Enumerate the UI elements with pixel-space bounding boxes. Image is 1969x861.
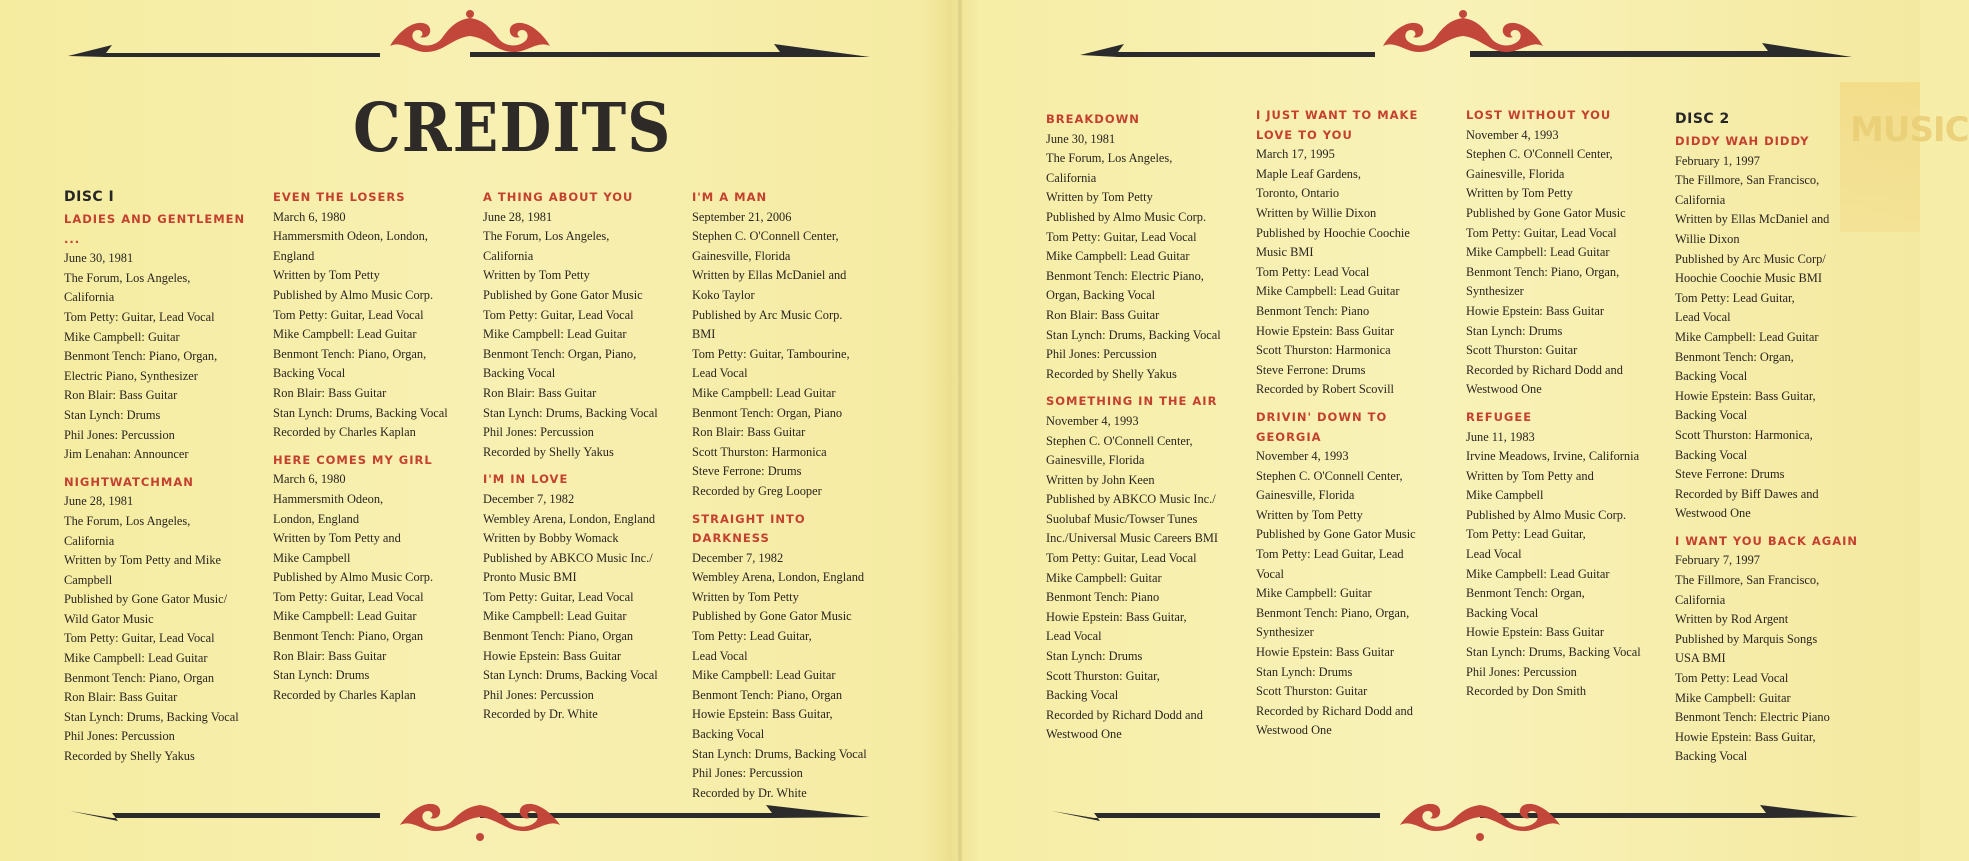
credit-line: Tom Petty: Guitar, Lead Vocal bbox=[1046, 229, 1197, 244]
credit-line: Hammersmith Odeon, London, bbox=[273, 229, 428, 244]
credit-line: Mike Campbell: Lead Guitar bbox=[64, 651, 208, 666]
credit-line: Hammersmith Odeon, bbox=[273, 491, 384, 506]
credit-line: June 30, 1981 bbox=[64, 251, 134, 266]
credit-line: Published by Gone Gator Music bbox=[1466, 205, 1626, 220]
credit-line: Published by ABKCO Music Inc./ bbox=[483, 550, 653, 565]
credit-line: Hoochie Coochie Music BMI bbox=[1675, 271, 1822, 286]
credit-line: November 4, 1993 bbox=[1256, 449, 1349, 464]
credit-line: Mike Campbell: Lead Guitar bbox=[1466, 566, 1610, 581]
disc-label: DISC I bbox=[64, 189, 115, 205]
track-title: I WANT YOU BACK AGAIN bbox=[1675, 533, 1859, 548]
track-details bbox=[692, 549, 887, 804]
credit-line: Mike Campbell: Lead Guitar bbox=[1046, 249, 1190, 264]
credit-line: Tom Petty: Guitar, Lead Vocal bbox=[483, 307, 634, 322]
credits-column-7 bbox=[1466, 106, 1661, 702]
track-credit bbox=[483, 188, 678, 462]
credit-line: Benmont Tench: Organ, Piano bbox=[692, 405, 843, 420]
credits-column-6 bbox=[1256, 106, 1451, 741]
credit-line: Ron Blair: Bass Guitar bbox=[273, 648, 387, 663]
credit-line: California bbox=[1046, 170, 1097, 185]
credit-line: The Forum, Los Angeles, bbox=[64, 513, 191, 528]
credit-line: England bbox=[273, 248, 315, 263]
credit-line: Gainesville, Florida bbox=[692, 248, 791, 263]
track-title: I'M A MAN bbox=[692, 190, 768, 204]
flourish-icon bbox=[1400, 804, 1560, 841]
page-title: CREDITS bbox=[353, 89, 672, 168]
credit-line: Howie Epstein: Bass Guitar bbox=[483, 648, 621, 663]
credits-column-3 bbox=[483, 188, 678, 725]
credit-line: Jim Lenahan: Announcer bbox=[64, 447, 189, 462]
credits-column-2 bbox=[273, 188, 468, 705]
credit-line: Published by Marquis Songs bbox=[1675, 631, 1818, 646]
credit-line: Mike Campbell bbox=[1466, 488, 1544, 503]
track-credit bbox=[1256, 408, 1451, 741]
track-title: EVEN THE LOSERS bbox=[273, 190, 406, 204]
track-details bbox=[483, 490, 678, 725]
credit-line: Lead Vocal bbox=[692, 648, 748, 663]
credit-line: Music BMI bbox=[1256, 245, 1314, 260]
credit-line: Recorded by Shelly Yakus bbox=[64, 749, 195, 764]
credit-line: Benmont Tench: Piano bbox=[1046, 590, 1160, 605]
credit-line: Tom Petty: Guitar, Lead Vocal bbox=[483, 589, 634, 604]
credit-line: Written by Bobby Womack bbox=[483, 531, 619, 546]
track-credit bbox=[1046, 392, 1241, 745]
credit-line: Benmont Tench: Piano, Organ bbox=[483, 629, 634, 644]
credit-line: Howie Epstein: Bass Guitar, bbox=[1675, 729, 1816, 744]
credit-line: December 7, 1982 bbox=[692, 550, 784, 565]
credit-line: Backing Vocal bbox=[1675, 749, 1748, 764]
credit-line: Benmont Tench: Electric Piano, bbox=[1046, 268, 1204, 283]
credit-line: Stephen C. O'Connell Center, bbox=[1256, 468, 1403, 483]
credit-line: February 1, 1997 bbox=[1675, 153, 1760, 168]
credit-line: Written by Tom Petty and bbox=[273, 531, 401, 546]
credit-line: Stan Lynch: Drums bbox=[1466, 323, 1563, 338]
credit-line: Howie Epstein: Bass Guitar bbox=[1256, 645, 1394, 660]
track-credit bbox=[1046, 110, 1241, 384]
track-title: SOMETHING IN THE AIR bbox=[1046, 394, 1218, 409]
credit-line: March 17, 1995 bbox=[1256, 147, 1335, 162]
track-credit bbox=[64, 473, 259, 767]
credit-line: Wembley Arena, London, England bbox=[483, 511, 656, 526]
credits-column-1 bbox=[64, 186, 259, 767]
track-credit bbox=[273, 188, 468, 443]
credit-line: Tom Petty: Guitar, Lead Vocal bbox=[64, 309, 215, 324]
track-details bbox=[1046, 412, 1241, 745]
track-credit bbox=[64, 210, 259, 465]
credit-line: Stan Lynch: Drums, Backing Vocal bbox=[64, 709, 239, 724]
credit-line: Written by Tom Petty bbox=[1466, 186, 1573, 201]
credit-line: Tom Petty: Guitar, Lead Vocal bbox=[64, 631, 215, 646]
credit-line: Steve Ferrone: Drums bbox=[1256, 362, 1366, 377]
credit-line: Published by Gone Gator Music bbox=[483, 287, 643, 302]
credit-line: Howie Epstein: Bass Guitar bbox=[1256, 323, 1394, 338]
credit-line: Tom Petty: Guitar, Lead Vocal bbox=[273, 307, 424, 322]
credit-line: Published by Gone Gator Music bbox=[1256, 527, 1416, 542]
credit-line: Steve Ferrone: Drums bbox=[1675, 467, 1785, 482]
poster-text: MUSIC bbox=[1850, 110, 1969, 150]
credit-line: June 28, 1981 bbox=[64, 494, 134, 509]
credit-line: Tom Petty: Lead Guitar, bbox=[1675, 290, 1795, 305]
track-title: A THING ABOUT YOU bbox=[483, 190, 634, 204]
credit-line: Recorded by Dr. White bbox=[483, 707, 598, 722]
track-title: STRAIGHT INTO DARKNESS bbox=[692, 511, 806, 546]
credit-line: Benmont Tench: Piano, Organ bbox=[273, 629, 424, 644]
credit-line: Howie Epstein: Bass Guitar, bbox=[692, 707, 833, 722]
credit-line: Backing Vocal bbox=[692, 727, 765, 742]
credit-line: Stephen C. O'Connell Center, bbox=[1046, 433, 1193, 448]
credit-line: Campbell bbox=[64, 572, 113, 587]
credit-line: Published by Almo Music Corp. bbox=[273, 287, 434, 302]
credit-line: Benmont Tench: Piano bbox=[1256, 303, 1370, 318]
track-title: BREAKDOWN bbox=[1046, 112, 1140, 126]
top-ornament-right bbox=[960, 0, 1920, 90]
track-details bbox=[1256, 145, 1451, 400]
credit-line: Recorded by Shelly Yakus bbox=[1046, 366, 1177, 381]
credit-line: Gainesville, Florida bbox=[1046, 453, 1145, 468]
credit-line: Stan Lynch: Drums, Backing Vocal bbox=[483, 668, 658, 683]
credit-line: Wembley Arena, London, England bbox=[692, 570, 865, 585]
credit-line: Backing Vocal bbox=[1675, 369, 1748, 384]
left-page bbox=[0, 0, 960, 861]
credit-line: The Forum, Los Angeles, bbox=[64, 270, 191, 285]
track-credit bbox=[1256, 106, 1451, 400]
track-details bbox=[692, 208, 887, 502]
track-details bbox=[64, 492, 259, 766]
track-title: LOST WITHOUT YOU bbox=[1466, 108, 1612, 122]
credit-line: Backing Vocal bbox=[273, 366, 346, 381]
credit-line: Recorded by Richard Dodd and bbox=[1046, 707, 1203, 722]
credit-line: Organ, Backing Vocal bbox=[1046, 288, 1156, 303]
track-credit bbox=[1675, 132, 1870, 524]
track-title: DRIVIN' DOWN TO GEORGIA bbox=[1256, 409, 1388, 444]
credit-line: Recorded by Biff Dawes and bbox=[1675, 486, 1819, 501]
credit-line: Stan Lynch: Drums bbox=[273, 668, 370, 683]
credit-line: California bbox=[483, 248, 534, 263]
credit-line: February 7, 1997 bbox=[1675, 553, 1760, 568]
top-ornament-left bbox=[0, 0, 960, 90]
credit-line: Written by Ellas McDaniel and bbox=[1675, 212, 1830, 227]
flourish-icon bbox=[390, 10, 550, 52]
credit-line: Stan Lynch: Drums, Backing Vocal bbox=[692, 746, 867, 761]
credit-line: Ron Blair: Bass Guitar bbox=[1046, 307, 1160, 322]
track-credit bbox=[1466, 106, 1661, 400]
credit-line: Benmont Tench: Piano, Organ bbox=[692, 687, 843, 702]
credit-line: Stan Lynch: Drums bbox=[64, 407, 161, 422]
credit-line: London, England bbox=[273, 511, 360, 526]
credit-line: Mike Campbell: Lead Guitar bbox=[1466, 245, 1610, 260]
credit-line: Published by ABKCO Music Inc./ bbox=[1046, 492, 1216, 507]
credit-line: Mike Campbell: Lead Guitar bbox=[483, 609, 627, 624]
credit-line: Lead Vocal bbox=[1046, 629, 1102, 644]
credit-line: March 6, 1980 bbox=[273, 472, 346, 487]
credit-line: Westwood One bbox=[1675, 506, 1751, 521]
track-details bbox=[273, 208, 468, 443]
credit-line: Benmont Tench: Piano, Organ, bbox=[1256, 605, 1410, 620]
credit-line: California bbox=[64, 533, 115, 548]
credit-line: Ron Blair: Bass Guitar bbox=[692, 425, 806, 440]
credit-line: BMI bbox=[692, 327, 716, 342]
credit-line: Written by Willie Dixon bbox=[1256, 205, 1377, 220]
credit-line: Mike Campbell: Lead Guitar bbox=[483, 327, 627, 342]
credit-line: June 11, 1983 bbox=[1466, 429, 1535, 444]
credit-line: Scott Thurston: Guitar bbox=[1256, 684, 1368, 699]
track-title: I'M IN LOVE bbox=[483, 472, 569, 487]
credit-line: Koko Taylor bbox=[692, 287, 755, 302]
track-credit bbox=[692, 510, 887, 804]
credit-line: November 4, 1993 bbox=[1046, 413, 1139, 428]
credit-line: California bbox=[1675, 192, 1726, 207]
credit-line: California bbox=[64, 290, 115, 305]
credit-line: Published by Almo Music Corp. bbox=[1046, 209, 1207, 224]
credit-line: Gainesville, Florida bbox=[1256, 488, 1355, 503]
credits-column-4 bbox=[692, 188, 887, 803]
credit-line: Ron Blair: Bass Guitar bbox=[483, 385, 597, 400]
credit-line: Recorded by Robert Scovill bbox=[1256, 382, 1394, 397]
credit-line: Mike Campbell: Lead Guitar bbox=[273, 327, 417, 342]
credit-line: Scott Thurston: Harmonica bbox=[1256, 343, 1391, 358]
credit-line: Westwood One bbox=[1046, 727, 1122, 742]
right-page bbox=[960, 0, 1969, 861]
credit-line: Written by Tom Petty bbox=[1256, 507, 1363, 522]
credit-line: Tom Petty: Lead Vocal bbox=[1675, 671, 1789, 686]
credit-line: Phil Jones: Percussion bbox=[1466, 664, 1577, 679]
credit-line: June 30, 1981 bbox=[1046, 131, 1116, 146]
credit-line: Pronto Music BMI bbox=[483, 570, 577, 585]
credit-line: Stan Lynch: Drums, Backing Vocal bbox=[273, 405, 448, 420]
track-credit bbox=[273, 451, 468, 706]
credit-line: Willie Dixon bbox=[1675, 231, 1740, 246]
credit-line: Electric Piano, Synthesizer bbox=[64, 368, 198, 383]
credit-line: Howie Epstein: Bass Guitar bbox=[1466, 625, 1604, 640]
credit-line: Howie Epstein: Bass Guitar, bbox=[1046, 609, 1187, 624]
credit-line: Mike Campbell: Guitar bbox=[1675, 690, 1791, 705]
credit-line: Backing Vocal bbox=[1675, 447, 1748, 462]
credit-line: Synthesizer bbox=[1256, 625, 1314, 640]
track-credit bbox=[692, 188, 887, 502]
credit-line: The Fillmore, San Francisco, bbox=[1675, 573, 1820, 588]
credit-line: Steve Ferrone: Drums bbox=[692, 464, 802, 479]
credits-column-8 bbox=[1675, 108, 1870, 767]
track-details bbox=[1675, 551, 1870, 767]
track-details bbox=[64, 249, 259, 465]
track-credit bbox=[1675, 532, 1870, 767]
credit-line: Written by Tom Petty bbox=[692, 589, 799, 604]
credit-line: Written by John Keen bbox=[1046, 472, 1155, 487]
credit-line: Tom Petty: Lead Guitar, Lead bbox=[1256, 547, 1404, 562]
credit-line: Phil Jones: Percussion bbox=[483, 425, 594, 440]
credit-line: Mike Campbell: Lead Guitar bbox=[1256, 284, 1400, 299]
credit-line: Mike Campbell: Lead Guitar bbox=[273, 609, 417, 624]
credit-line: Mike Campbell bbox=[273, 550, 351, 565]
credit-line: Scott Thurston: Guitar bbox=[1466, 343, 1578, 358]
credit-line: Mike Campbell: Guitar bbox=[1046, 570, 1162, 585]
credits-column-5 bbox=[1046, 110, 1241, 745]
credit-line: Gainesville, Florida bbox=[1466, 166, 1565, 181]
credit-line: Written by Tom Petty bbox=[483, 268, 590, 283]
credit-line: Mike Campbell: Lead Guitar bbox=[1675, 329, 1819, 344]
credit-line: Phil Jones: Percussion bbox=[692, 766, 803, 781]
credit-line: Lead Vocal bbox=[1466, 547, 1522, 562]
credit-line: Benmont Tench: Piano, Organ, bbox=[1466, 264, 1620, 279]
credit-line: Scott Thurston: Guitar, bbox=[1046, 668, 1160, 683]
track-title-line-2: LOVE TO YOU bbox=[1256, 127, 1353, 142]
track-details bbox=[1466, 126, 1661, 400]
credit-line: Benmont Tench: Organ, bbox=[1675, 349, 1794, 364]
disc-label: DISC 2 bbox=[1675, 111, 1730, 127]
credit-line: Vocal bbox=[1256, 566, 1284, 581]
credit-line: Tom Petty: Guitar, Tambourine, bbox=[692, 346, 850, 361]
track-title: NIGHTWATCHMAN bbox=[64, 474, 194, 489]
credit-line: Stan Lynch: Drums, Backing Vocal bbox=[1046, 327, 1221, 342]
credit-line: The Forum, Los Angeles, bbox=[483, 229, 610, 244]
credit-line: Recorded by Charles Kaplan bbox=[273, 687, 416, 702]
credit-line: Written by Tom Petty bbox=[1046, 190, 1153, 205]
credit-line: Published by Almo Music Corp. bbox=[273, 570, 434, 585]
credit-line: USA BMI bbox=[1675, 651, 1726, 666]
credit-line: Scott Thurston: Harmonica bbox=[692, 444, 827, 459]
flourish-icon bbox=[400, 804, 560, 841]
credit-line: Phil Jones: Percussion bbox=[64, 427, 175, 442]
credit-line: Published by Arc Music Corp. bbox=[692, 307, 843, 322]
track-credit bbox=[483, 470, 678, 725]
credit-line: Synthesizer bbox=[1466, 284, 1524, 299]
track-title: REFUGEE bbox=[1466, 409, 1533, 424]
credit-line: The Fillmore, San Francisco, bbox=[1675, 173, 1820, 188]
credit-line: Mike Campbell: Lead Guitar bbox=[692, 668, 836, 683]
credit-line: December 7, 1982 bbox=[483, 491, 575, 506]
track-details bbox=[1675, 152, 1870, 524]
credit-line: Recorded by Don Smith bbox=[1466, 684, 1587, 699]
credit-line: Recorded by Charles Kaplan bbox=[273, 425, 416, 440]
credit-line: Tom Petty: Lead Guitar, bbox=[1466, 527, 1586, 542]
credit-line: Stephen C. O'Connell Center, bbox=[692, 229, 839, 244]
credit-line: Recorded by Richard Dodd and bbox=[1466, 362, 1623, 377]
track-details bbox=[1466, 428, 1661, 702]
credit-line: Benmont Tench: Organ, bbox=[1466, 586, 1585, 601]
credit-line: Westwood One bbox=[1466, 382, 1542, 397]
bottom-ornament-right bbox=[960, 785, 1920, 861]
credit-line: Westwood One bbox=[1256, 723, 1332, 738]
credit-line: Recorded by Dr. White bbox=[692, 785, 807, 800]
credit-line: Mike Campbell: Lead Guitar bbox=[692, 385, 836, 400]
credit-line: Phil Jones: Percussion bbox=[1046, 347, 1157, 362]
credit-line: Howie Epstein: Bass Guitar, bbox=[1675, 388, 1816, 403]
credit-line: September 21, 2006 bbox=[692, 209, 792, 224]
credit-line: Howie Epstein: Bass Guitar bbox=[1466, 303, 1604, 318]
credit-line: Tom Petty: Guitar, Lead Vocal bbox=[1046, 551, 1197, 566]
credit-line: Backing Vocal bbox=[1675, 408, 1748, 423]
credit-line: Published by Hoochie Coochie bbox=[1256, 225, 1410, 240]
credit-line: Tom Petty: Lead Guitar, bbox=[692, 629, 812, 644]
credit-line: Scott Thurston: Harmonica, bbox=[1675, 427, 1813, 442]
credit-line: Published by Gone Gator Music/ bbox=[64, 592, 228, 607]
credit-line: Benmont Tench: Piano, Organ bbox=[64, 670, 215, 685]
credit-line: Ron Blair: Bass Guitar bbox=[64, 690, 178, 705]
credit-line: Recorded by Greg Looper bbox=[692, 483, 822, 498]
credit-line: Backing Vocal bbox=[1466, 605, 1539, 620]
credit-line: November 4, 1993 bbox=[1466, 127, 1559, 142]
credit-line: June 28, 1981 bbox=[483, 209, 553, 224]
credit-line: Written by Ellas McDaniel and bbox=[692, 268, 847, 283]
credit-line: Benmont Tench: Organ, Piano, bbox=[483, 346, 637, 361]
credit-line: Recorded by Richard Dodd and bbox=[1256, 703, 1413, 718]
track-credit bbox=[1466, 408, 1661, 702]
rule-right-top bbox=[1080, 43, 1852, 57]
credit-line: Tom Petty: Guitar, Lead Vocal bbox=[273, 589, 424, 604]
credit-line: Mike Campbell: Guitar bbox=[64, 329, 180, 344]
credit-line: Lead Vocal bbox=[692, 366, 748, 381]
credit-line: Written by Rod Argent bbox=[1675, 612, 1789, 627]
credit-line: Tom Petty: Lead Vocal bbox=[1256, 264, 1370, 279]
credit-line: Backing Vocal bbox=[1046, 688, 1119, 703]
track-title: I JUST WANT TO MAKE bbox=[1256, 108, 1419, 122]
credit-line: Stan Lynch: Drums bbox=[1256, 664, 1353, 679]
credit-line: Written by Tom Petty and Mike bbox=[64, 553, 222, 568]
credit-line: Published by Gone Gator Music bbox=[692, 609, 852, 624]
rule-left-top bbox=[68, 44, 870, 57]
track-title: LADIES AND GENTLEMEN ... bbox=[64, 212, 246, 246]
credit-line: Ron Blair: Bass Guitar bbox=[64, 388, 178, 403]
credit-line: Benmont Tench: Piano, Organ, bbox=[64, 349, 218, 364]
credit-line: Benmont Tench: Electric Piano bbox=[1675, 710, 1830, 725]
track-details bbox=[1046, 130, 1241, 385]
credit-line: Written by Tom Petty bbox=[273, 268, 380, 283]
credit-line: Suolubaf Music/Towser Tunes bbox=[1046, 511, 1198, 526]
track-details bbox=[273, 470, 468, 705]
credit-line: Stan Lynch: Drums bbox=[1046, 649, 1143, 664]
credit-line: Published by Arc Music Corp/ bbox=[1675, 251, 1826, 266]
credit-line: The Forum, Los Angeles, bbox=[1046, 151, 1173, 166]
credit-line: Toronto, Ontario bbox=[1256, 186, 1340, 201]
credit-line: Published by Almo Music Corp. bbox=[1466, 507, 1627, 522]
credit-line: Inc./Universal Music Careers BMI bbox=[1046, 531, 1219, 546]
flourish-icon bbox=[1383, 10, 1543, 52]
credit-line: Recorded by Shelly Yakus bbox=[483, 444, 614, 459]
credit-line: Phil Jones: Percussion bbox=[64, 729, 175, 744]
credit-line: Wild Gator Music bbox=[64, 611, 154, 626]
track-details bbox=[483, 208, 678, 463]
track-title: DIDDY WAH DIDDY bbox=[1675, 134, 1810, 148]
credit-line: Phil Jones: Percussion bbox=[483, 687, 594, 702]
credit-line: Maple Leaf Gardens, bbox=[1256, 166, 1361, 181]
credit-line: Mike Campbell: Guitar bbox=[1256, 586, 1372, 601]
credit-line: Stan Lynch: Drums, Backing Vocal bbox=[483, 405, 658, 420]
track-title: HERE COMES MY GIRL bbox=[273, 452, 433, 467]
track-details bbox=[1256, 447, 1451, 741]
credit-line: Ron Blair: Bass Guitar bbox=[273, 385, 387, 400]
credit-line: Benmont Tench: Piano, Organ, bbox=[273, 346, 427, 361]
credit-line: Backing Vocal bbox=[483, 366, 556, 381]
credit-line: Irvine Meadows, Irvine, California bbox=[1466, 449, 1640, 464]
credit-line: California bbox=[1675, 592, 1726, 607]
credit-line: Stephen C. O'Connell Center, bbox=[1466, 147, 1613, 162]
credit-line: Lead Vocal bbox=[1675, 310, 1731, 325]
credit-line: Stan Lynch: Drums, Backing Vocal bbox=[1466, 645, 1641, 660]
credit-line: March 6, 1980 bbox=[273, 209, 346, 224]
credit-line: Tom Petty: Guitar, Lead Vocal bbox=[1466, 225, 1617, 240]
credit-line: Written by Tom Petty and bbox=[1466, 468, 1594, 483]
